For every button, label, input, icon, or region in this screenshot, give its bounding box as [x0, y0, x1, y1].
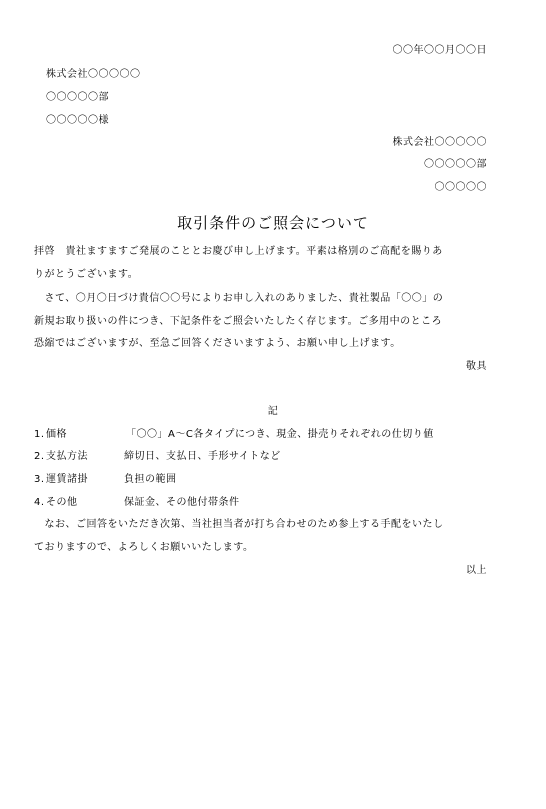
- letter-title: 取引条件のご照会について: [177, 214, 369, 232]
- sender-name: 〇〇〇〇〇: [434, 182, 487, 193]
- item-number: 4.: [34, 497, 45, 508]
- recipient-name: 〇〇〇〇〇様: [46, 115, 109, 126]
- letter-date: 〇〇年〇〇月〇〇日: [392, 45, 487, 56]
- item-value: 締切日、支払日、手形サイトなど: [124, 451, 281, 462]
- ki-heading: 記: [267, 406, 279, 417]
- body-line-3: さて、〇月〇日づけ貴信〇〇号によりお申し入れのありました、貴社製品「〇〇」の: [34, 293, 444, 304]
- item-value: 負担の範囲: [124, 474, 177, 485]
- body-line-5: 恐縮ではございますが、至急ご回答くださいますよう、お願い申し上げます。: [34, 338, 401, 349]
- item-value: 保証金、その他付帯条件: [124, 497, 240, 508]
- recipient-company: 株式会社〇〇〇〇〇: [46, 69, 141, 80]
- footer-line-1: なお、ご回答をいただき次第、当社担当者が打ち合わせのため参上する手配をいたし: [34, 519, 444, 530]
- item-label: 支払方法: [46, 451, 88, 462]
- footer-line-2: ておりますので、よろしくお願いいたします。: [34, 542, 254, 553]
- recipient-dept: 〇〇〇〇〇部: [46, 92, 109, 103]
- sender-dept: 〇〇〇〇〇部: [424, 159, 487, 170]
- closing-ijou: 以上: [466, 565, 487, 576]
- body-line-2: りがとうございます。: [34, 269, 139, 280]
- closing-keigu: 敬具: [466, 361, 487, 372]
- item-label: 価格: [46, 429, 67, 440]
- item-label: その他: [46, 497, 78, 508]
- sender-company: 株式会社〇〇〇〇〇: [392, 137, 487, 148]
- body-line-4: 新規お取り扱いの件につき、下記条件をご照会いたしたく存じます。ご多用中のところ: [34, 316, 443, 327]
- item-value: 「〇〇」A～C各タイプにつき、現金、掛売りそれぞれの仕切り値: [126, 429, 434, 440]
- body-line-1: 拝啓 貴社ますますご発展のこととお慶び申し上げます。平素は格別のご高配を賜りあ: [34, 246, 443, 257]
- item-number: 1.: [34, 429, 45, 440]
- item-label: 運賃諸掛: [46, 474, 88, 485]
- item-number: 3.: [34, 474, 45, 485]
- item-number: 2.: [34, 451, 45, 462]
